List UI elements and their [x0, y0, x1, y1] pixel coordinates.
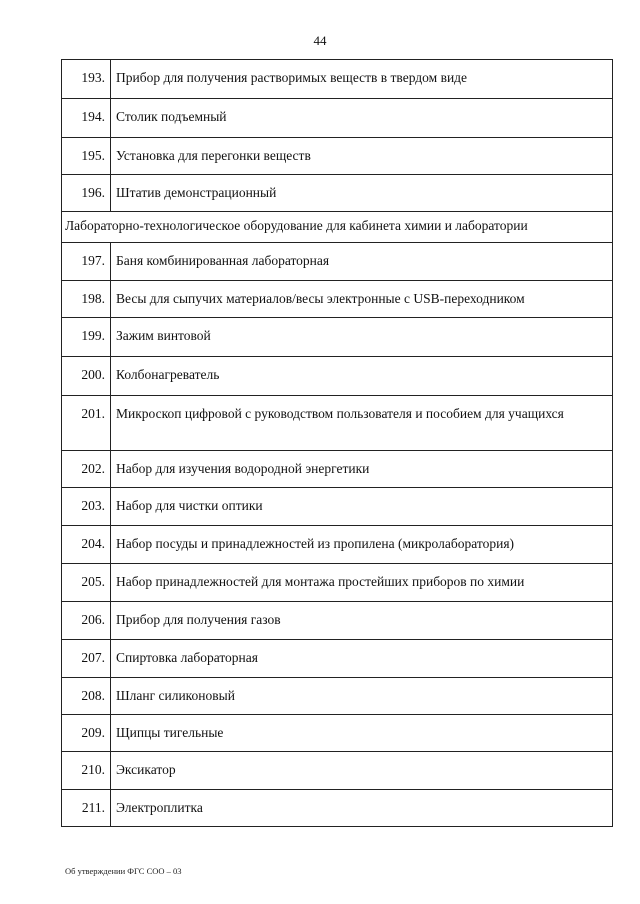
table-row	[62, 564, 613, 602]
row-item-name: Прибор для получения газов	[116, 612, 281, 627]
row-number: 205.	[81, 574, 105, 589]
row-item-name: Шланг силиконовый	[116, 688, 235, 703]
row-number: 210.	[81, 762, 105, 777]
row-number: 207.	[81, 650, 105, 665]
row-number: 199.	[81, 328, 105, 343]
row-item-name: Весы для сыпучих материалов/весы электронные с USB-переходником	[116, 291, 525, 306]
page-number: 44	[313, 33, 327, 48]
row-item-name: Набор принадлежностей для монтажа простейших приборов по химии	[116, 574, 525, 589]
table-row	[62, 99, 613, 138]
row-item-name: Установка для перегонки веществ	[116, 148, 311, 163]
row-number: 203.	[81, 498, 105, 513]
row-item-name: Колбонагреватель	[116, 367, 220, 382]
row-item-name: Штатив демонстрационный	[116, 185, 277, 200]
table-row	[62, 602, 613, 640]
row-number: 208.	[81, 688, 105, 703]
row-number: 201.	[81, 406, 105, 421]
row-number: 197.	[81, 253, 105, 268]
table-row	[62, 451, 613, 488]
table-row	[62, 715, 613, 752]
equipment-table	[61, 59, 613, 827]
section-title: Лабораторно-технологическое оборудование для кабинета химии и лаборатории	[62, 212, 613, 243]
row-number: 196.	[81, 185, 105, 200]
table-row	[62, 243, 613, 281]
table-row	[62, 488, 613, 526]
table-row	[62, 281, 613, 318]
row-number: 204.	[81, 536, 105, 551]
table-row	[62, 357, 613, 396]
table-row	[62, 60, 613, 99]
row-number: 211.	[81, 800, 105, 815]
row-number: 202.	[81, 461, 105, 476]
row-number: 209.	[81, 725, 105, 740]
row-item-name: Прибор для получения растворимых веществ в твердом виде	[116, 70, 468, 85]
row-number: 194.	[81, 109, 105, 124]
row-number: 206.	[81, 612, 105, 627]
row-item-name: Баня комбинированная лабораторная	[116, 253, 330, 268]
table-row	[62, 640, 613, 678]
table-row	[62, 396, 613, 451]
row-number: 193.	[81, 70, 105, 85]
table-row	[62, 138, 613, 175]
table-row	[62, 678, 613, 715]
row-number: 200.	[81, 367, 105, 382]
table-row	[62, 526, 613, 564]
table-row	[62, 318, 613, 357]
table-row	[62, 790, 613, 827]
row-item-name: Электроплитка	[116, 800, 203, 815]
row-number: 198.	[81, 291, 105, 306]
row-item-name: Набор посуды и принадлежностей из пропилена (микролаборатория)	[116, 536, 515, 551]
section-header-row	[62, 212, 613, 243]
footer-note: Об утверждении ФГС СОО – 03	[65, 866, 182, 876]
row-item-name: Микроскоп цифровой с руководством пользователя и пособием для учащихся	[116, 406, 564, 421]
row-number: 195.	[81, 148, 105, 163]
row-item-name: Столик подъемный	[116, 109, 227, 124]
row-item-name: Зажим винтовой	[116, 328, 211, 343]
row-item-name: Спиртовка лабораторная	[116, 650, 258, 665]
row-item-name: Набор для изучения водородной энергетики	[116, 461, 370, 476]
row-item-name: Эксикатор	[116, 762, 176, 777]
table-row	[62, 752, 613, 790]
row-item-name: Набор для чистки оптики	[116, 498, 263, 513]
row-item-name: Щипцы тигельные	[116, 725, 224, 740]
table-row	[62, 175, 613, 212]
